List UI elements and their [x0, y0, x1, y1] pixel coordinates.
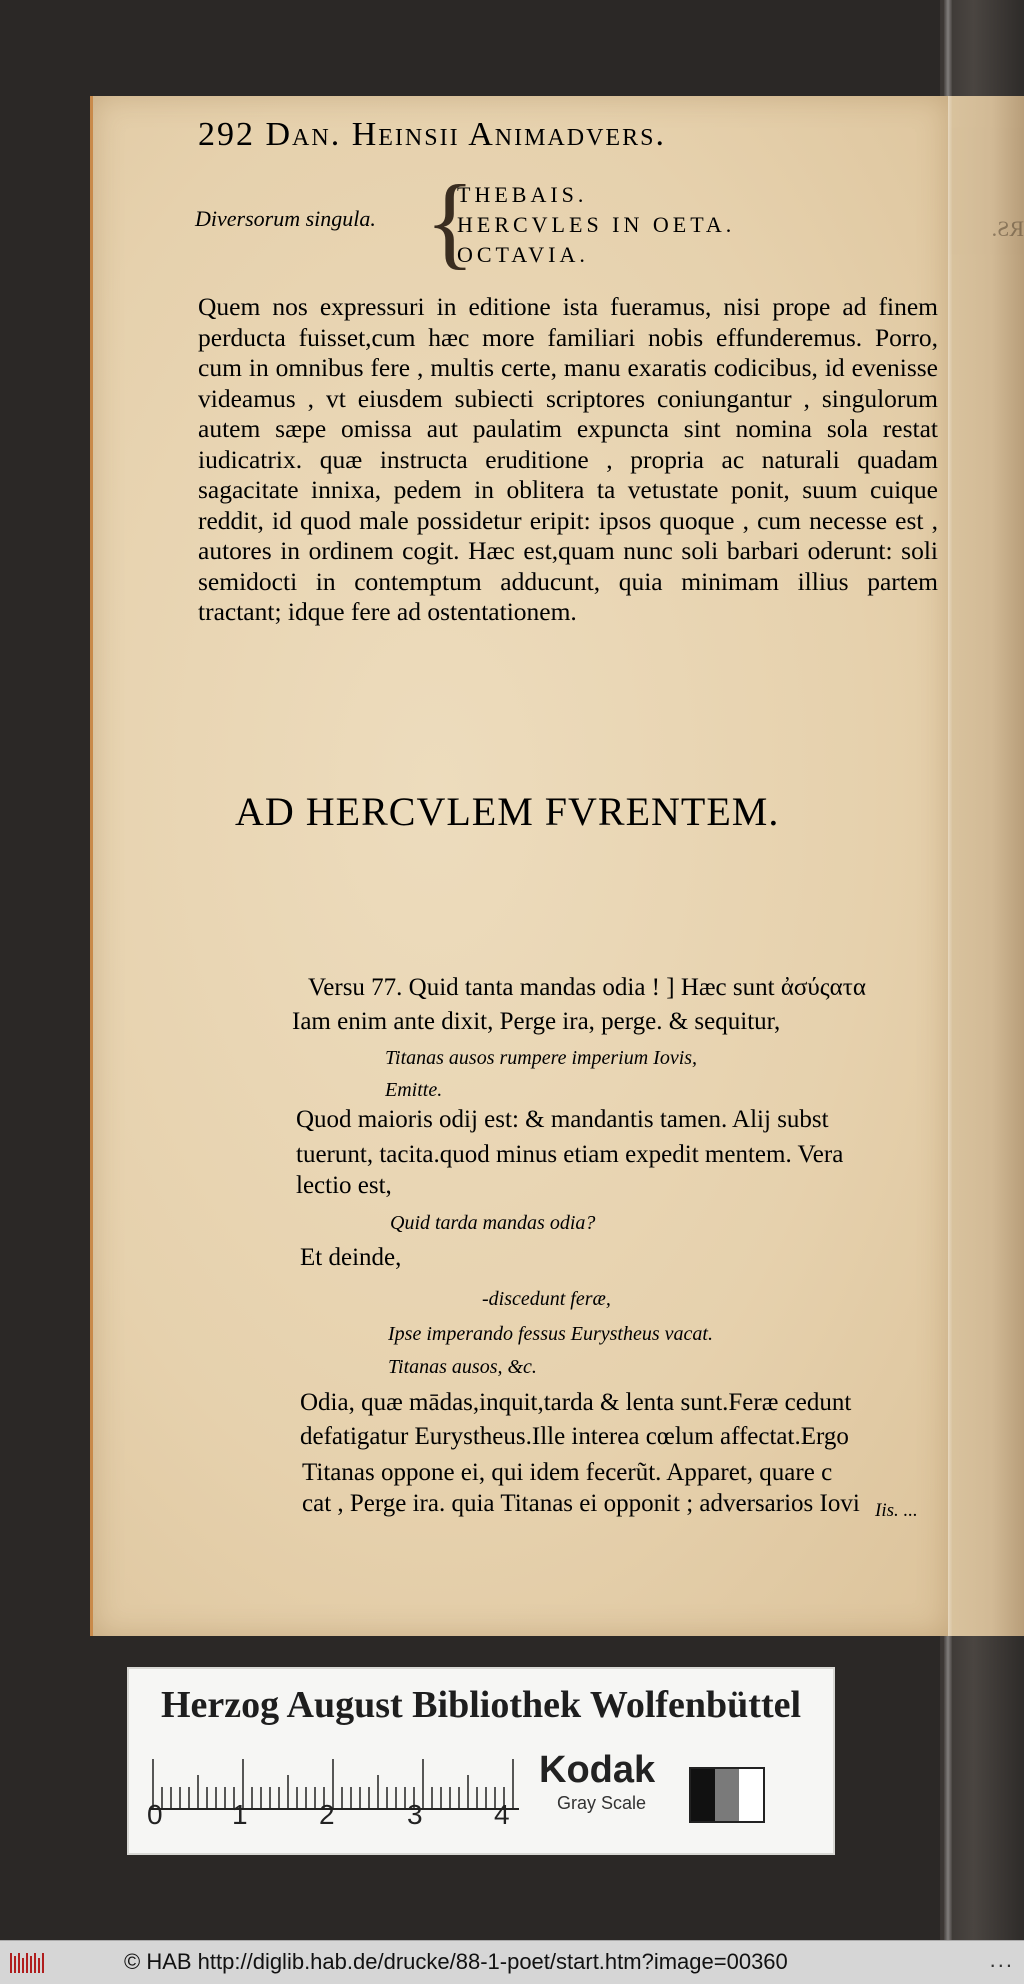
running-header: 292 Dan. Heinsii Animadvers.	[198, 116, 666, 153]
catchword: Iis. ...	[875, 1500, 918, 1521]
text-line-verse: Ipse imperando fessus Eurystheus vacat.	[388, 1323, 713, 1345]
kodak-logo: Kodak	[539, 1749, 656, 1791]
ruler-number: 4	[494, 1799, 510, 1830]
text-line: lectio est,	[296, 1172, 392, 1199]
brace-block	[195, 164, 895, 286]
brace-item: HERCVLES IN OETA.	[457, 212, 736, 237]
measurement-ruler	[149, 1751, 529, 1821]
text-line: tuerunt, tacita.quod minus etiam expedit mentem. Vera	[296, 1141, 844, 1168]
copyright-url[interactable]: © HAB http://diglib.hab.de/drucke/88-1-poet/start.htm?image=00360	[124, 1949, 788, 1974]
more-options-icon[interactable]: ...	[989, 1947, 1014, 1972]
text-line: cat , Perge ira. quia Titanas ei opponit ; adversarios Iovi	[302, 1490, 860, 1517]
library-label-card	[127, 1667, 835, 1855]
text-line-verse: Titanas ausos, &c.	[388, 1356, 537, 1378]
text-line-verse: Titanas ausos rumpere imperium Iovis,	[385, 1047, 698, 1069]
ruler-number: 3	[407, 1799, 423, 1830]
text-line: Versu 77. Quid tanta mandas odia ! ] Hæc sunt ἀσύςατα	[308, 974, 866, 1001]
facing-header-fragment: RS.	[991, 216, 1024, 241]
text-line-verse: Quid tarda mandas odia?	[390, 1212, 596, 1234]
brace-item: OCTAVIA.	[457, 242, 589, 267]
text-line: defatigatur Eurystheus.Ille interea cœlum affectat.Ergo	[300, 1423, 849, 1450]
facing-page-edge	[944, 96, 1024, 1636]
ruler-number: 1	[232, 1799, 248, 1830]
gray-scale-label: Gray Scale	[557, 1793, 647, 1813]
brace-items	[457, 180, 735, 270]
text-line-verse: -discedunt feræ,	[482, 1288, 611, 1310]
text-line: Et deinde,	[300, 1244, 402, 1271]
viewer-footer	[0, 1940, 1024, 1984]
text-line: Titanas oppone ei, qui idem fecerũt. Apparet, quare c	[302, 1459, 833, 1486]
ruler-number: 2	[319, 1799, 335, 1830]
text-line-verse: Emitte.	[385, 1079, 443, 1101]
brace-label: Diversorum singula.	[195, 206, 376, 231]
text-line: Quod maioris odij est: & mandantis tamen. Alij subst	[296, 1106, 829, 1133]
body-paragraph: Quem nos expressuri in editione ista fueramus, nisi prope ad finem perducta fuisset,cum hæc more familiari nobis effunderemus. Porro, cum in omnibus fere , multis certe, manu exaratis codicibus, id evenisse videamus , vt eiusdem subiecti scriptores coniungantur , singulorum autem sæpe omissa aut paulatim expuncta sint nomina sola restat iudicatrix. quæ instructa eruditione , propria ac naturali quadam sagacitate innixa, pedem in oblitera ta vetustate ponit, suum cuique reddit, id quod male possidetur eripit: ipsos quoque , cum necesse est , autores in ordinem cogit. Hæc est,quam nunc soli barbari oderunt: soli semidocti in contemptum adducunt, quia minimam illius partem tractant; idque fere ad ostentationem.	[198, 292, 938, 626]
brace-glyph: {	[425, 164, 475, 279]
text-line: Odia, quæ mādas,inquit,tarda & lenta sunt.Feræ cedunt	[300, 1389, 852, 1416]
hab-logo-icon	[8, 1950, 48, 1976]
section-title: AD HERCVLEM FVRENTEM.	[235, 789, 780, 834]
library-name: Herzog August Bibliothek Wolfenbüttel	[160, 1684, 802, 1726]
gray-patch	[689, 1767, 765, 1823]
ruler-number: 0	[147, 1799, 163, 1830]
brace-item: THEBAIS.	[457, 182, 588, 207]
text-line: Iam enim ante dixit, Perge ira, perge. & sequitur,	[292, 1008, 781, 1035]
